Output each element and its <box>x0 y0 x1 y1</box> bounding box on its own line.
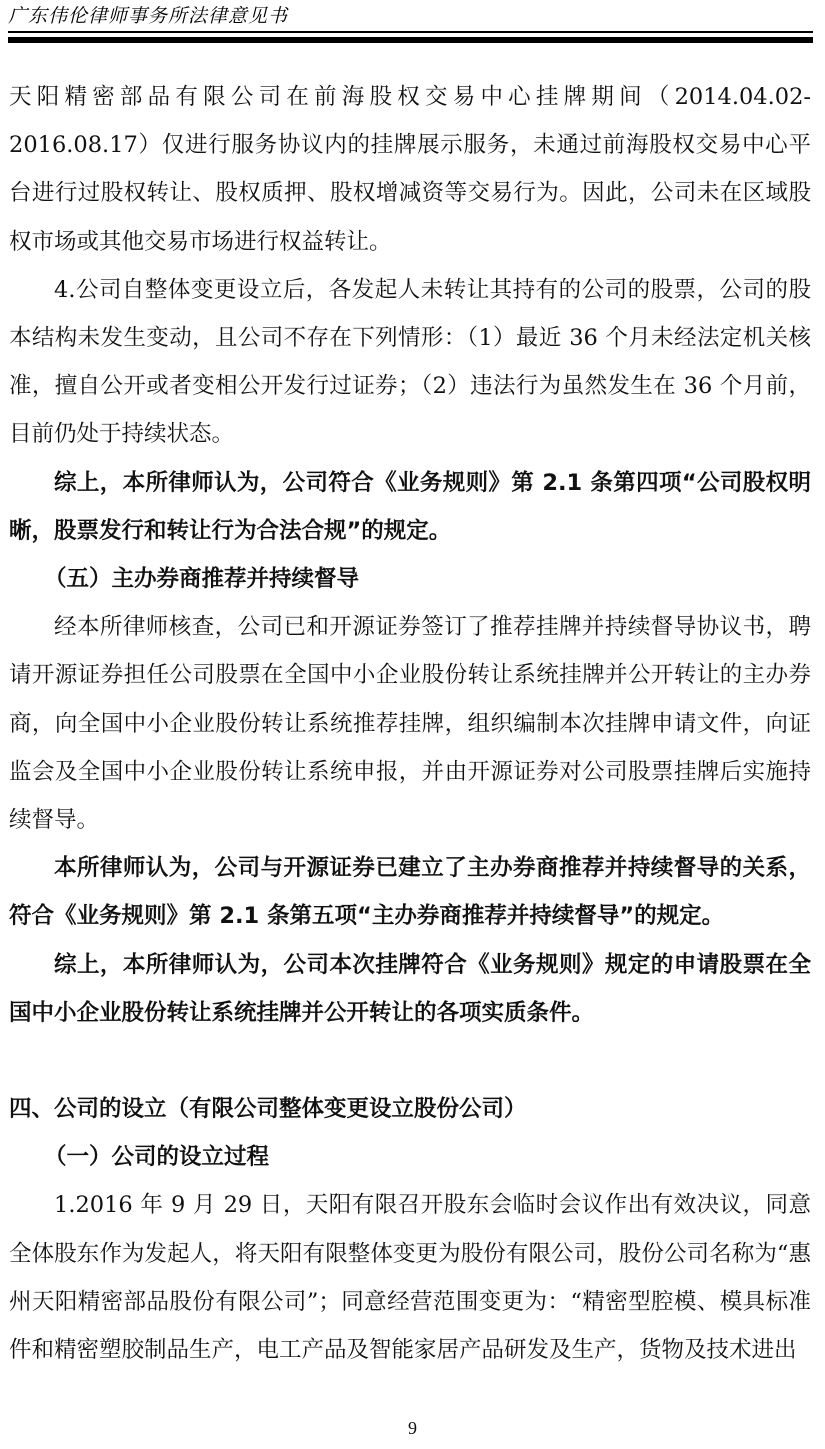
header-rule-thick <box>8 37 813 43</box>
paragraph-item-1: 1.2016 年 9 月 29 日，天阳有限召开股东会临时会议作出有效决议，同意全体股东作为发起人，将天阳有限整体变更为股份有限公司，股份公司名称为“惠州天阳精密部品股份有限公司”；同意经营范围变更为：“精密型腔模、模具标准件和精密塑胶制品生产，电工产品及智能家居产品研发及生产，货物及技术进出 <box>9 1192 811 1364</box>
subsection-heading-process: （一）公司的设立过程 <box>44 1144 270 1171</box>
page-number: 9 <box>408 1418 417 1438</box>
header-title: 广东伟伦律师事务所法律意见书 <box>8 5 289 27</box>
header-rule-thin <box>8 31 813 33</box>
section-heading-establishment: 四、公司的设立（有限公司整体变更设立股份公司） <box>9 1096 527 1123</box>
paragraph-sponsor-review: 经本所律师核查，公司已和开源证券签订了推荐挂牌并持续督导协议书，聘请开源证券担任公司股票在全国中小企业股份转让系统挂牌并公开转让的主办券商，向全国中小企业股份转让系统推荐挂牌，组织编制本次挂牌申请文件，向证监会及全国中小企业股份转让系统申报，并由开源证券对公司股票挂牌后实施持续督导。 <box>9 614 811 834</box>
paragraph-listing-period: 天阳精密部品有限公司在前海股权交易中心挂牌期间（2014.04.02-2016.08.17）仅进行服务协议内的挂牌展示服务，未通过前海股权交易中心平台进行过股权转让、股权质押、股权增减资等交易行为。因此，公司未在区域股权市场或其他交易市场进行权益转让。 <box>9 84 811 255</box>
paragraph-item-4: 4.公司自整体变更设立后，各发起人未转让其持有的公司的股票，公司的股本结构未发生变动，且公司不存在下列情形：（1）最近 36 个月未经法定机关核准，擅自公开或者变相公开发行过证券；（2）违法行为虽然发生在 36 个月前，目前仍处于持续状态。 <box>9 276 811 448</box>
document-body <box>9 73 811 1374</box>
section-heading-sponsor: （五）主办券商推荐并持续督导 <box>44 566 360 593</box>
conclusion-sponsor: 本所律师认为，公司与开源证券已建立了主办券商推荐并持续督导的关系，符合《业务规则》第 2.1 条第五项“主办券商推荐并持续督导”的规定。 <box>9 855 811 930</box>
conclusion-equity: 综上，本所律师认为，公司符合《业务规则》第 2.1 条第四项“公司股权明晰，股票发行和转让行为合法合规”的规定。 <box>9 469 811 544</box>
conclusion-overall: 综上，本所律师认为，公司本次挂牌符合《业务规则》规定的申请股票在全国中小企业股份转让系统挂牌并公开转让的各项实质条件。 <box>9 951 811 1026</box>
document-header <box>8 4 813 28</box>
section-spacer <box>9 1037 811 1085</box>
